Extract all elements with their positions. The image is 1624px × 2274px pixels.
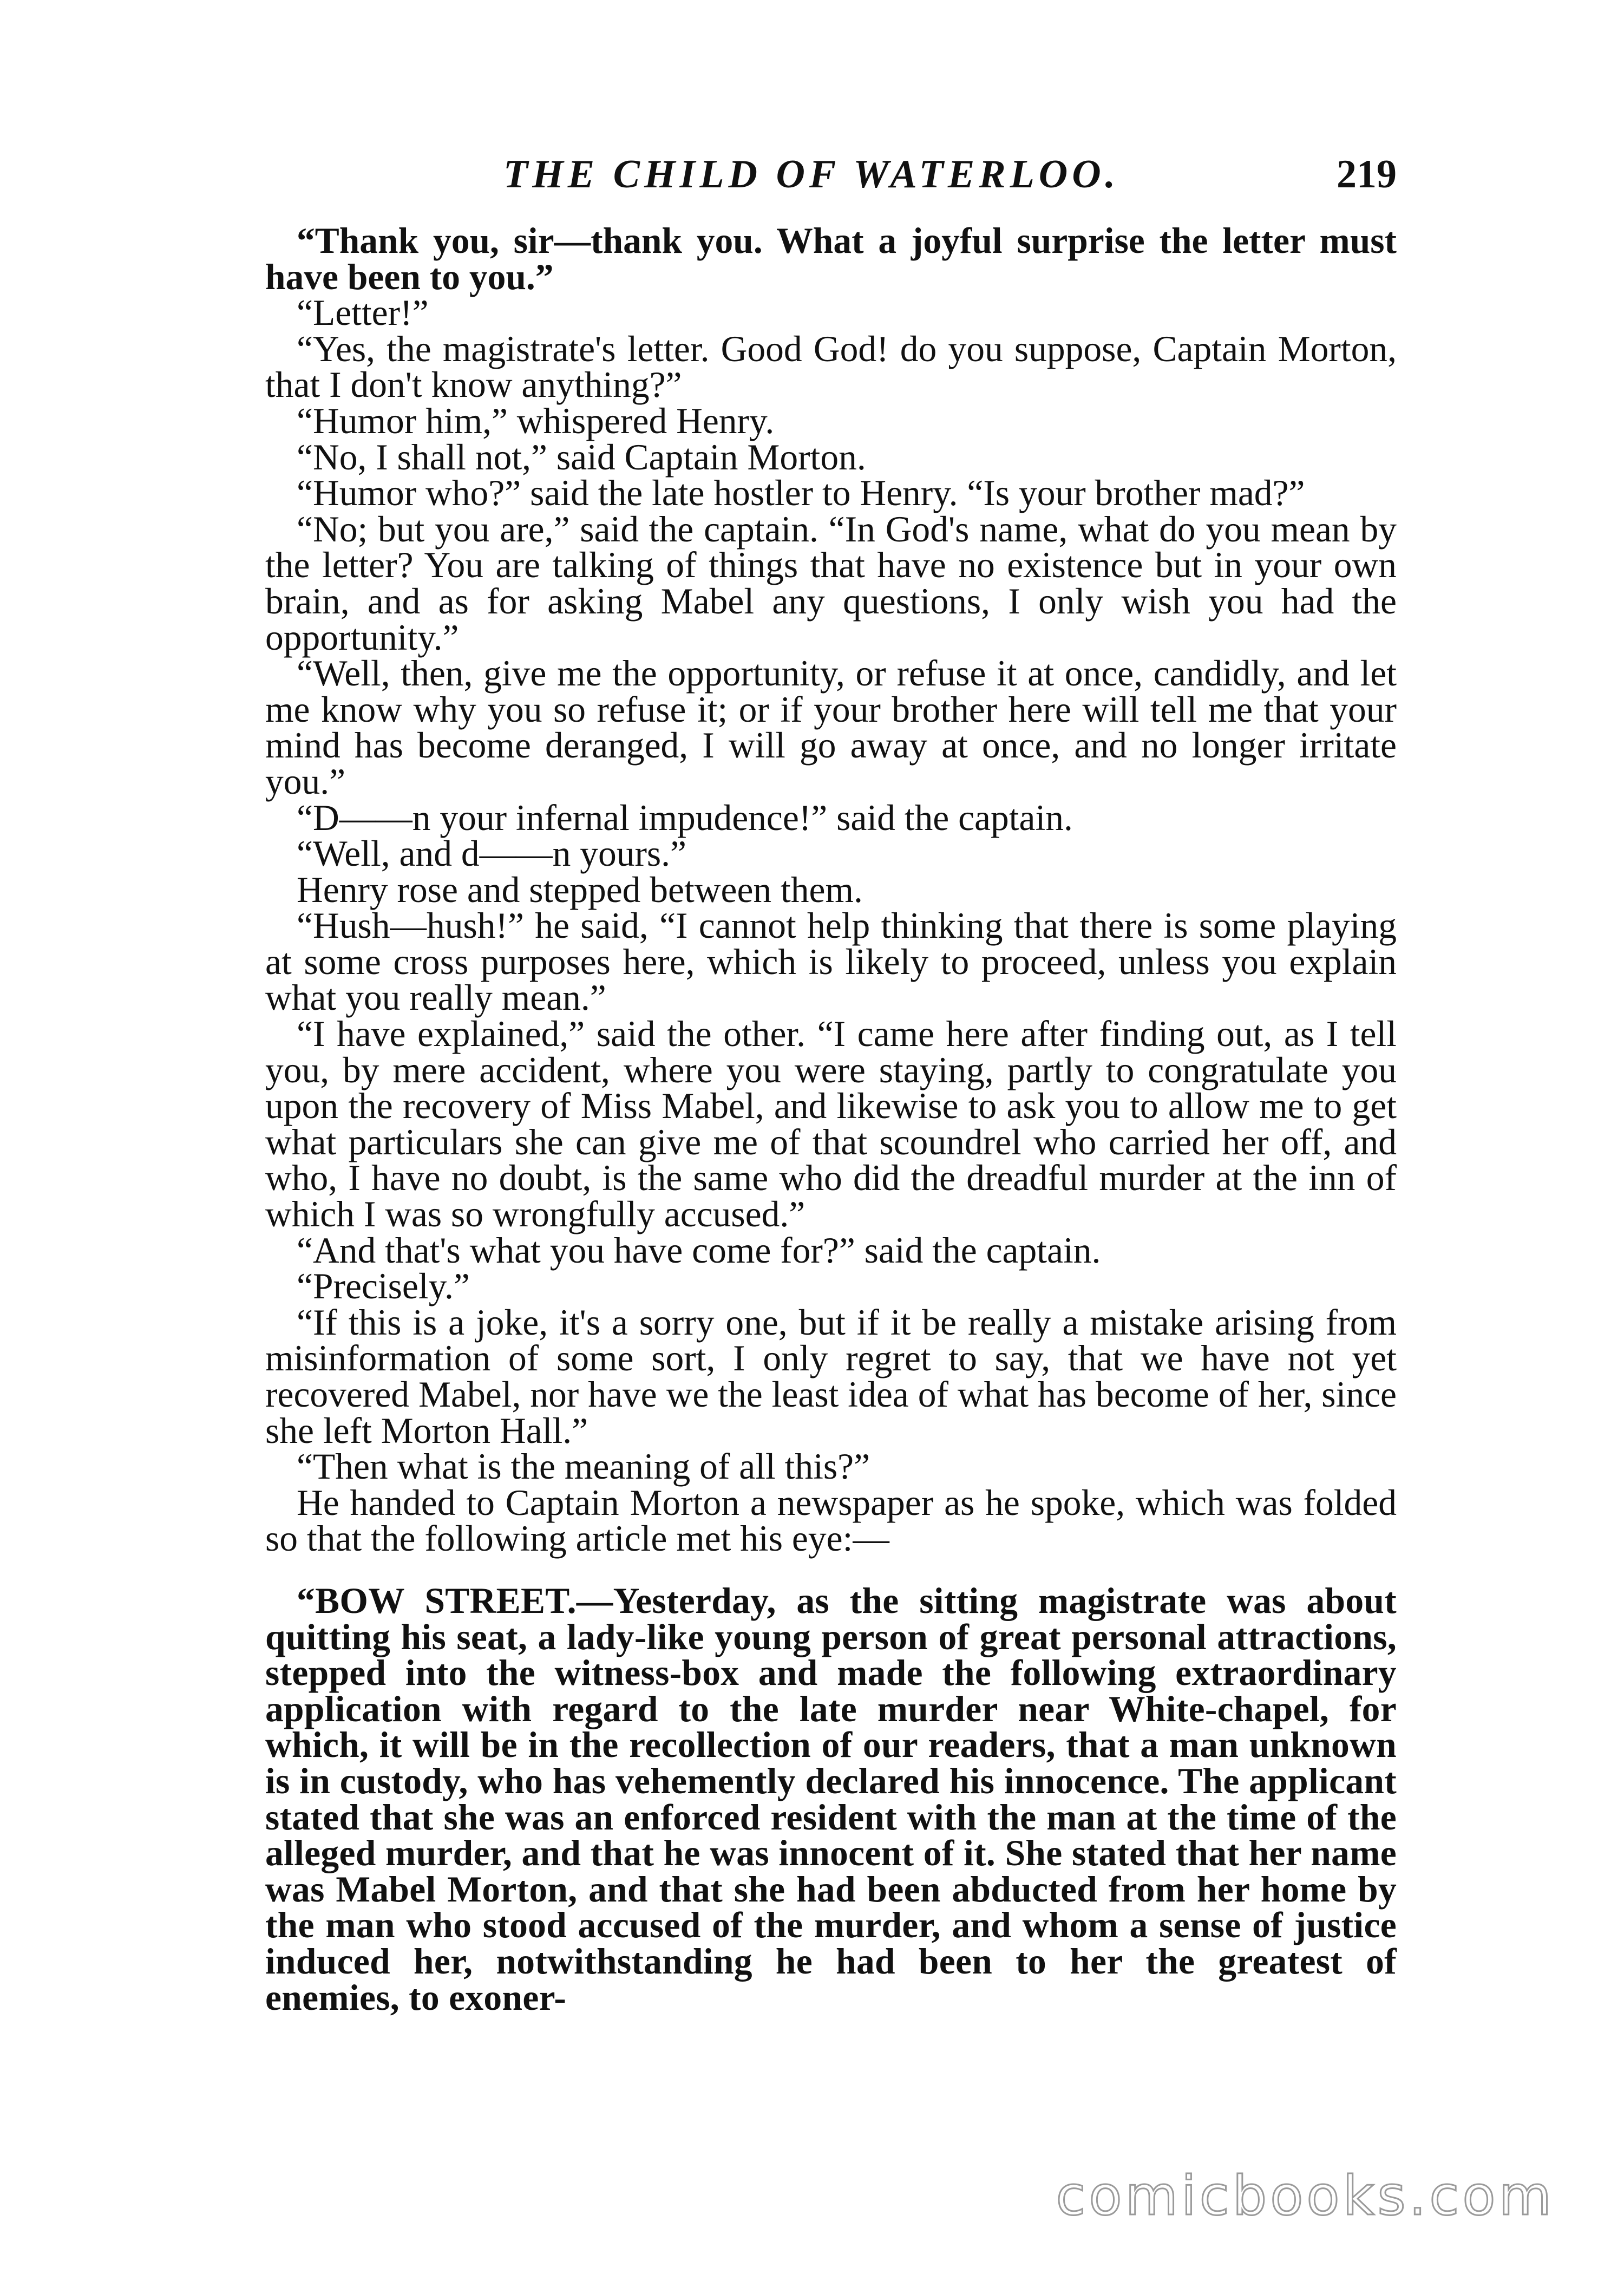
paragraph: “Humor him,” whispered Henry.	[297, 400, 775, 441]
paragraph: He handed to Captain Morton a newspaper as he spoke, which was folded so that the following article met his eye:—	[265, 1482, 1397, 1559]
newspaper-article	[265, 1580, 1397, 2018]
paragraph: “I have explained,” said the other. “I came here after finding out, as I tell you, by mere accident, where you were staying, partly to congratulate you upon the recovery of Miss Mabel, and likewise to ask you to allow me to get what particulars she can give me of that scoundrel who carried her off, and who, I have no doubt, is the same who did the dreadful murder at the inn of which I was so wrongfully accused.”	[265, 1014, 1397, 1235]
paragraph: “And that's what you have come for?” said the captain.	[297, 1230, 1101, 1271]
body-text	[265, 220, 1397, 2018]
paragraph: “Hush—hush!” he said, “I cannot help thinking that there is some playing at some cross purposes here, which is likely to proceed, unless you explain what you really mean.”	[265, 905, 1397, 1018]
running-title: THE CHILD OF WATERLOO.	[503, 152, 1120, 197]
paragraph: “D——n your infernal impudence!” said the captain.	[297, 797, 1073, 838]
paragraph: “Humor who?” said the late hostler to Henry. “Is your brother mad?”	[297, 473, 1305, 514]
paragraph: Henry rose and stepped between them.	[297, 869, 863, 910]
page-header	[265, 147, 1397, 207]
paragraph: “Letter!”	[297, 292, 429, 334]
watermark: comicbooks.com	[1056, 2164, 1555, 2227]
paragraph: “If this is a joke, it's a sorry one, but if it be really a mistake arising from misinformation of some sort, I only regret to say, that we have not yet recovered Mabel, nor have we the least idea of what has become of her, since she left Morton Hall.”	[265, 1302, 1397, 1451]
paragraph: “Well, and d——n yours.”	[297, 833, 687, 874]
paragraph: “Thank you, sir—thank you. What a joyful surprise the letter must have been to you.”	[265, 220, 1397, 297]
paragraph: “Precisely.”	[297, 1266, 470, 1307]
paragraph: “No, I shall not,” said Captain Morton.	[297, 436, 866, 478]
article-paragraph: “BOW STREET.—Yesterday, as the sitting magistrate was about quitting his seat, a lady-like young person of great personal attractions, stepped into the witness-box and made the following extraordinary application with regard to the late murder near White-chapel, for which, it will be in the recollection of our readers, that a man unknown is in custody, who has vehemently declared his innocence. The applicant stated that she was an enforced resident with the man at the time of the alleged murder, and that he was innocent of it. She stated that her name was Mabel Morton, and that she had been abducted from her home by the man who stood accused of the murder, and whom a sense of justice induced her, notwithstanding he had been to her the greatest of enemies, to exoner-	[265, 1580, 1397, 2018]
paragraph: “No; but you are,” said the captain. “In God's name, what do you mean by the letter? You are talking of things that have no existence but in your own brain, and as for asking Mabel any questions, I only wish you had the opportunity.”	[265, 508, 1397, 658]
paragraph: “Then what is the meaning of all this?”	[297, 1446, 870, 1487]
paragraph: “Well, then, give me the opportunity, or refuse it at once, candidly, and let me know why you so refuse it; or if your brother here will tell me that your mind has become deranged, I will go away at once, and no longer irritate you.”	[265, 653, 1397, 802]
page-number: 219	[1337, 152, 1397, 197]
paragraph: “Yes, the magistrate's letter. Good God! do you suppose, Captain Morton, that I don't know anything?”	[265, 328, 1397, 406]
